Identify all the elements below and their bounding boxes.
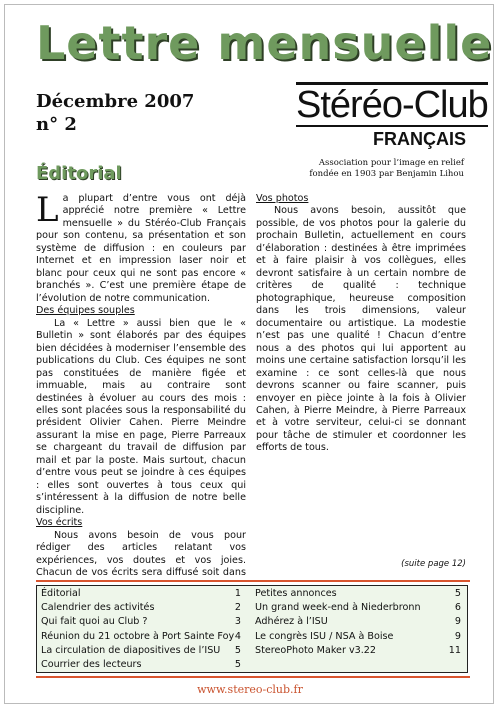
toc-entry[interactable] <box>255 587 463 601</box>
paragraph-photos: Nous avons besoin, aussitôt que possible, de vos photos pour la galerie du prochain Bulletin, actuellement en cours d’élaboration : destinées à être imprimées et à faire plaisir à vos collègues, elles devront satisfaire à un certain nombre de critères de qualité : technique photographique, heureuse composition dans les trois dimensions, valeur documentaire ou artistique. La modestie n’est pas une qualité ! Chacun d’entre nous a des photos qui lui apportent au moins une certaine satisfaction lorsqu’il les examine : ce sont celles-là que nous devrons scanner ou faire scanner, puis envoyer en pièce jointe à la fois à Olivier Cahen, à Pierre Meindre, à Pierre Parreaux et à votre serviteur, celui-ci se donnant pour tâche de stimuler et coordonner les efforts de tous. <box>256 205 466 454</box>
toc-entry-page: 5 <box>234 658 241 670</box>
toc-entry-page: 9 <box>454 616 461 628</box>
toc-entry-page: 9 <box>454 630 461 642</box>
section-heading-ecrits: Vos écrits <box>36 517 83 529</box>
toc-entry-label: La circulation de diapositives de l’ISU <box>41 644 221 656</box>
toc-entry-label: Réunion du 21 octobre à Port Sainte Foy <box>41 630 235 642</box>
toc-entry-page: 1 <box>234 588 241 599</box>
toc-entry-label: StereoPhoto Maker v3.22 <box>255 644 376 656</box>
issue-date: Décembre 2007 <box>36 91 195 112</box>
toc-entry[interactable] <box>41 630 243 644</box>
toc-entry[interactable] <box>41 658 243 672</box>
logo-tagline <box>282 158 464 179</box>
toc-entry-label: Adhérez à l’ISU <box>255 616 328 628</box>
toc-entry-page: 5 <box>454 588 461 599</box>
section-heading-photos: Vos photos <box>256 193 309 204</box>
toc-entry-label: Éditorial <box>41 588 81 599</box>
toc-entry-page: 4 <box>234 630 241 642</box>
editorial-heading: Éditorial <box>36 163 122 184</box>
article-column-right <box>256 193 466 565</box>
logo-name: Stéréo-Club <box>296 84 488 126</box>
intro-paragraph <box>36 193 246 305</box>
logo-country: FRANÇAIS <box>373 129 466 149</box>
newsletter-title: Lettre mensuelle <box>36 16 493 70</box>
toc-bottom-rule <box>36 676 470 678</box>
issue-number: n° 2 <box>36 114 77 135</box>
toc-entry[interactable] <box>255 615 463 629</box>
toc-entry[interactable] <box>41 644 243 658</box>
toc-entry[interactable] <box>255 644 463 658</box>
intro-text: a plupart d’entre vous ont déjà apprécié notre première « Lettre mensuelle » du Stéréo-Club Français pour son contenu, sa présentation et son système de diffusion : en couleurs par Internet et en impression laser noir et blanc pour ceux qui ne sont pas encore « branchés ». C’est une première étape de l’évolution de notre communication. <box>36 193 246 304</box>
toc-entry-label: Le congrès ISU / NSA à Boise <box>255 630 394 642</box>
drop-cap: L <box>36 193 59 230</box>
paragraph-equipes: La « Lettre » aussi bien que le « Bulletin » sont élaborés par des équipes bien décidées à moderniser l’ensemble des publications du Club. Ces équipes ne sont pas constituées de manière figée et immuable, mais au contraire sont destinées à évoluer au cours des mois : elles sont placées sous la responsabilité du président Olivier Cahen. Pierre Meindre assurant la mise en page, Pierre Parreaux se chargeant du travail de diffusion par mail et par la poste. Mais surtout, chacun d’entre vous peut se joindre à ces équipes : elles sont ouvertes à tous ceux qui s’intéressent à la diffusion de notre belle discipline. <box>36 317 246 516</box>
toc-entry[interactable] <box>41 601 243 615</box>
club-logo <box>296 82 488 150</box>
toc-entry-label: Petites annonces <box>255 588 337 599</box>
continued-note: (suite page 12) <box>401 559 466 569</box>
article-column-left <box>36 193 246 581</box>
toc-entry-page: 5 <box>234 644 241 656</box>
paragraph-ecrits: Nous avons besoin de vous pour rédiger des articles relatant vos expériences, vos doutes et vos joies. Chacun de vos écrits sera diffusé soit dans <box>36 529 246 579</box>
toc-entry[interactable] <box>255 601 463 615</box>
table-of-contents <box>36 585 468 673</box>
toc-entry-page: 3 <box>234 616 241 628</box>
tagline-line-1: Association pour l’image en relief <box>318 158 464 168</box>
toc-entry-label: Un grand week-end à Niederbronn <box>255 602 421 614</box>
toc-entry-page: 11 <box>448 644 461 656</box>
toc-entry[interactable] <box>41 615 243 629</box>
toc-entry-label: Qui fait quoi au Club ? <box>41 616 148 628</box>
section-heading-equipes: Des équipes souples <box>36 305 135 317</box>
toc-entry[interactable] <box>41 587 243 601</box>
toc-entry-page: 2 <box>234 602 241 614</box>
tagline-line-2: fondée en 1903 par Benjamin Lihou <box>309 168 464 179</box>
website-url[interactable]: www.stereo-club.fr <box>197 683 303 696</box>
toc-right-column <box>255 587 463 658</box>
toc-entry-label: Courrier des lecteurs <box>41 658 142 670</box>
toc-top-rule <box>36 580 470 582</box>
toc-entry-label: Calendrier des activités <box>41 602 155 614</box>
toc-left-column <box>41 587 243 672</box>
toc-entry-page: 6 <box>454 602 461 614</box>
toc-entry[interactable] <box>255 630 463 644</box>
